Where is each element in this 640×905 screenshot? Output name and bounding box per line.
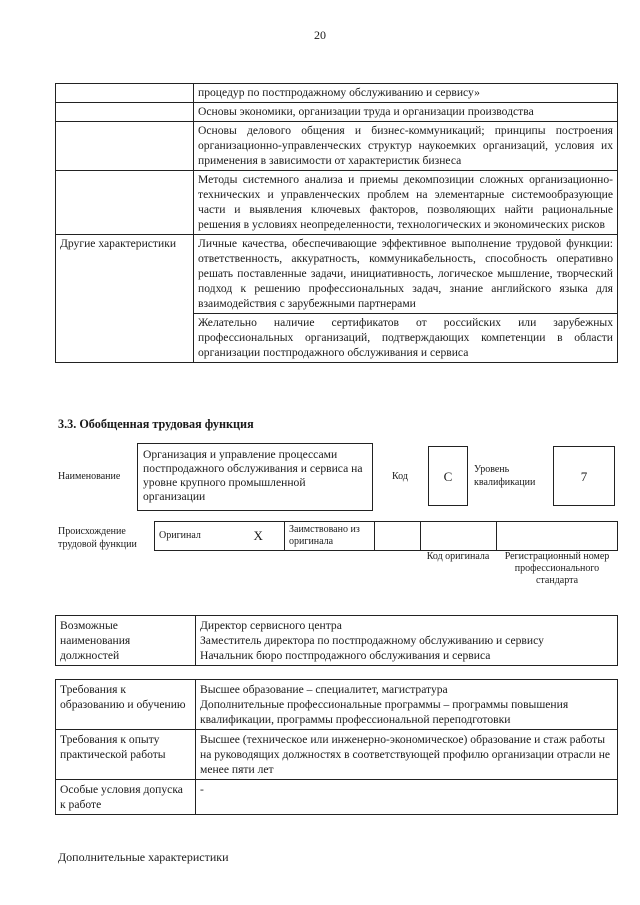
original-mark: X [233,522,285,551]
special-conditions-label: Особые условия допуска к работе [56,780,196,815]
row-label [56,84,194,103]
special-conditions-text: - [196,780,618,815]
table-row [56,314,618,363]
row-label [56,314,194,363]
position-item: Заместитель директора по постпродажному обслуживанию и сервису [200,634,544,647]
page-number: 20 [314,28,326,42]
row-text: Основы делового общения и бизнес-коммуникаций; принципы построения организационно-управленческих структур наукоемких организаций, условия их применения в зависимости от характеристик бизнеса [194,122,618,171]
positions-table [55,615,618,666]
row-text: процедур по постпродажному обслуживанию и сервису» [194,84,618,103]
table-row [56,171,618,235]
row-label-other: Другие характеристики [56,235,194,314]
experience-label: Требования к опыту практической работы [56,730,196,780]
name-label: Наименование [58,471,121,482]
table-row [56,84,618,103]
row-label [56,103,194,122]
table-row [56,680,618,730]
row-label [56,171,194,235]
level-value: 7 [553,446,615,506]
position-item: Начальник бюро постпродажного обслуживания и сервиса [200,649,491,662]
code-caption: Код оригинала [426,551,490,562]
education-label: Требования к образованию и обучению [56,680,196,730]
table-row [155,522,618,551]
function-name-value: Организация и управление процессами постпродажного обслуживания и сервиса на уровне крупного промышленной организации [137,443,373,511]
original-label: Оригинал [155,522,233,551]
row-text: Личные качества, обеспечивающие эффективное выполнение трудовой функции: ответственность, аккуратность, коммуникабельность, способность оперативно решать поставленные задачи, инициативность, логическое мышление, творческий подход к решению профессиональных задач, знание английского языка для взаимодействия с зарубежными партнерами [194,235,618,314]
positions-label: Возможные наименования должностей [56,616,196,666]
code-label: Код [392,471,408,482]
original-code-cell [421,522,497,551]
table-row [56,235,618,314]
borrowed-label: Заимствовано из оригинала [285,522,375,551]
table-row [56,780,618,815]
position-item: Директор сервисного центра [200,619,342,632]
table-row [56,730,618,780]
experience-text: Высшее (техническое или инженерно-экономическое) образование и стаж работы на руководящих должностях в соответствующей профилю организации отрасли не менее пяти лет [196,730,618,780]
knowledge-table [55,83,618,363]
row-label [56,122,194,171]
education-text: Высшее образование – специалитет, магистратура Дополнительные профессиональные программы – программы повышения квалификации, программы профессиональной переподготовки [196,680,618,730]
borrowed-cell [375,522,421,551]
section-title: 3.3. Обобщенная трудовая функция [58,417,254,431]
registration-number-cell [497,522,618,551]
code-value: C [428,446,468,506]
registration-caption: Регистрационный номер профессионального стандарта [504,551,610,586]
positions-list [196,616,618,666]
extra-characteristics-title: Дополнительные характеристики [58,850,229,864]
origin-table [154,521,618,551]
table-row [56,122,618,171]
origin-label: Происхождение трудовой функции [58,526,137,550]
requirements-table [55,679,618,815]
table-row [56,616,618,666]
level-label: Уровень квалификации [474,464,536,488]
row-text: Методы системного анализа и приемы декомпозиции сложных организационно-технических и управленческих проблем на элементарные системообразующие части и выявления ключевых факторов, позволяющих найти рациональные решения в условиях неопределенности, технологических и экономических рисков [194,171,618,235]
row-text: Желательно наличие сертификатов от российских или зарубежных профессиональных организаций, подтверждающих компетенции в области организации постпродажного обслуживания и сервиса [194,314,618,363]
row-text: Основы экономики, организации труда и организации производства [194,103,618,122]
table-row [56,103,618,122]
